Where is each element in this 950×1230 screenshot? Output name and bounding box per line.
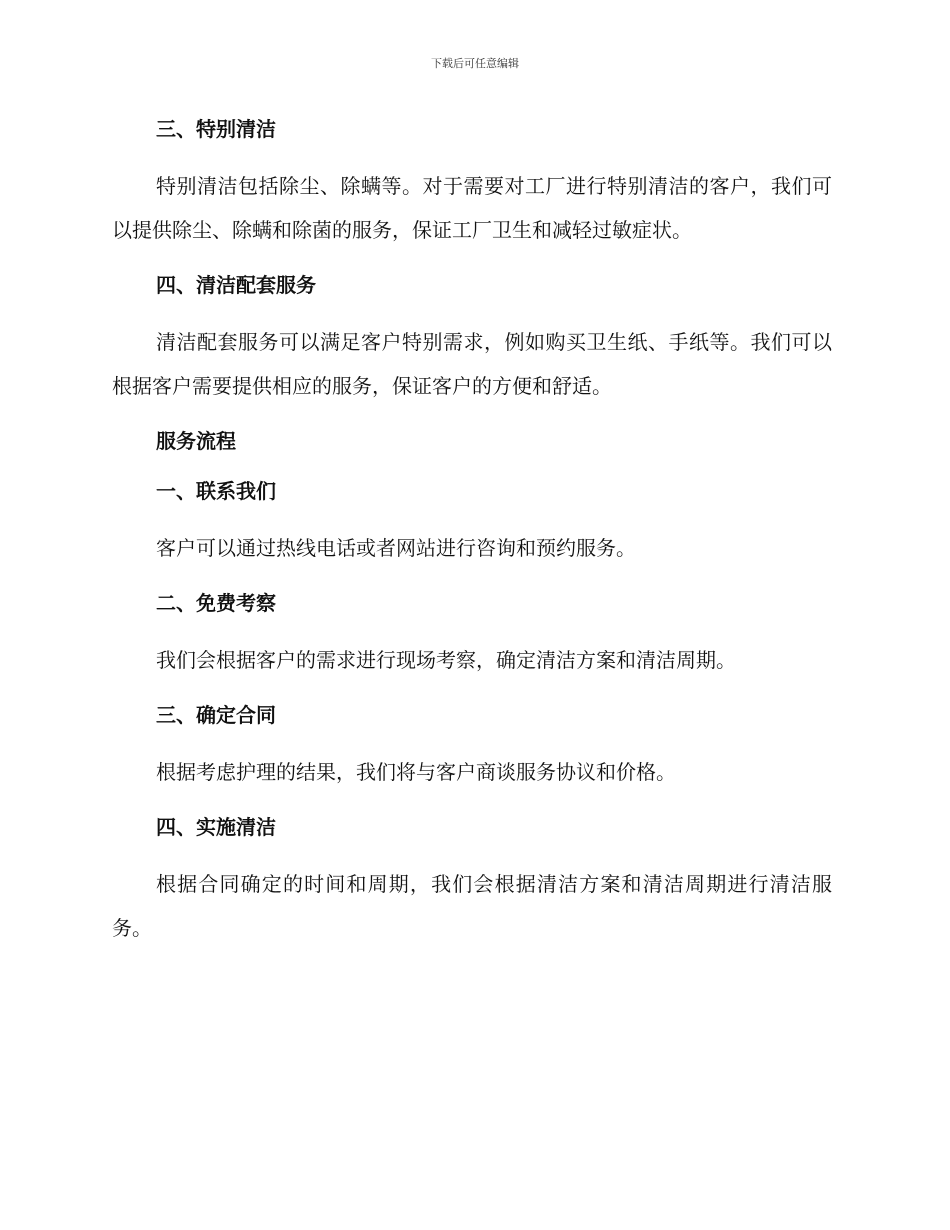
paragraph-contact-us: 客户可以通过热线电话或者网站进行咨询和预约服务。 (156, 536, 636, 560)
paragraph-special-cleaning: 特别清洁包括除尘、除螨等。对于需要对工厂进行特别清洁的客户，我们可以提供除尘、除螨和除菌的服务，保证工厂卫生和减轻过敏症状。 (112, 174, 832, 242)
document-body (112, 112, 832, 950)
section-heading-supporting-services: 四、清洁配套服务 (156, 273, 316, 297)
section-heading-free-survey: 二、免费考察 (156, 591, 276, 615)
section-heading-special-cleaning: 三、特别清洁 (156, 117, 276, 141)
paragraph-contract: 根据考虑护理的结果，我们将与客户商谈服务协议和价格。 (156, 760, 676, 784)
section-heading-service-process: 服务流程 (156, 429, 236, 453)
section-heading-contract: 三、确定合同 (156, 703, 276, 727)
paragraph-supporting-services: 清洁配套服务可以满足客户特别需求，例如购买卫生纸、手纸等。我们可以根据客户需要提供相应的服务，保证客户的方便和舒适。 (112, 330, 832, 398)
section-heading-contact-us: 一、联系我们 (156, 479, 276, 503)
paragraph-implementation: 根据合同确定的时间和周期，我们会根据清洁方案和清洁周期进行清洁服务。 (112, 872, 832, 940)
header-note: 下载后可任意编辑 (431, 57, 519, 70)
section-heading-implementation: 四、实施清洁 (156, 815, 276, 839)
paragraph-free-survey: 我们会根据客户的需求进行现场考察，确定清洁方案和清洁周期。 (156, 648, 736, 672)
